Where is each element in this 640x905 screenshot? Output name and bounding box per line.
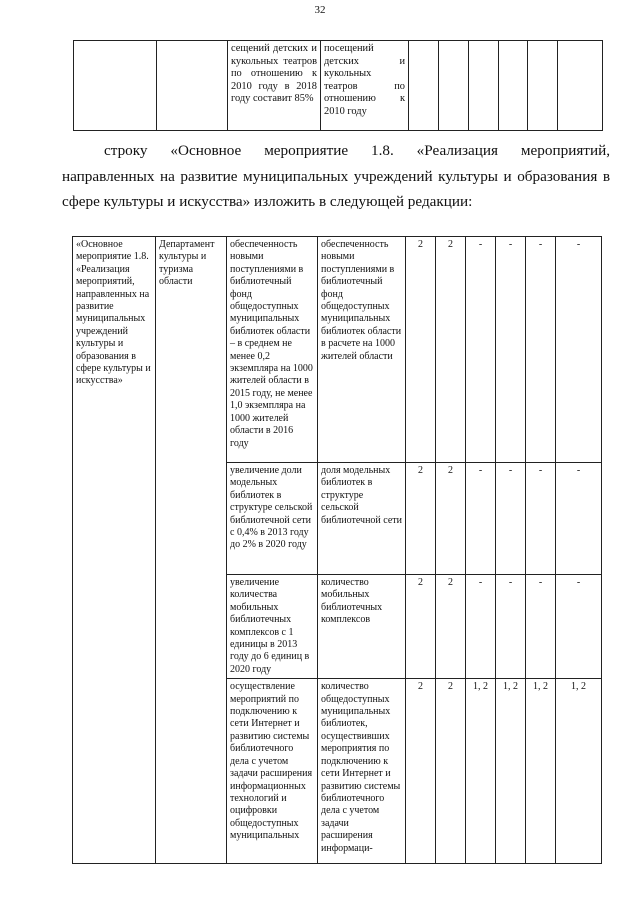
top-cell-empty [439,41,469,131]
indicator-cell: количество общедоступных муниципальных библиотек, осуществивших мероприятия по подключению к сети Интернет и развитию системы библиотечного дела с учетом задачи расширения информаци- [318,679,406,864]
result-cell: осуществление мероприятий по подключению к сети Интернет и развитию системы библиотечного дела с учетом задачи расширения информационных технологий и оцифровки общедоступных муниципальных [227,679,318,864]
top-indicator-cell: посещений детских и кукольных театров по отношению к 2010 году [321,41,409,131]
result-cell: обеспеченность новыми поступлениями в библиотечный фонд общедоступных муниципальных библиотек области – в среднем не менее 0,2 экземпляра на 1000 жителей области в 2015 году, не менее 1,0 экземпляра на 1000 жителей области в 2016 году [227,237,318,463]
value-cell: - [526,237,556,463]
result-cell: увеличение доли модельных библиотек в структуре сельской библиотечной сети с 0,4% в 2013 году до 2% в 2020 году [227,463,318,575]
value-cell: 2 [406,575,436,679]
top-cell-empty [499,41,528,131]
value-cell: 1, 2 [466,679,496,864]
value-cell: 2 [436,463,466,575]
top-cell-empty [469,41,499,131]
value-cell: - [496,237,526,463]
top-cell-empty [558,41,603,131]
value-cell: 2 [406,679,436,864]
value-cell: 1, 2 [556,679,602,864]
value-cell: 1, 2 [526,679,556,864]
value-cell: 2 [406,237,436,463]
value-cell: 1, 2 [496,679,526,864]
top-cell-empty [528,41,558,131]
value-cell: 2 [436,679,466,864]
top-table-fragment [73,40,603,131]
value-cell: - [556,575,602,679]
value-cell: - [496,575,526,679]
value-cell: - [526,575,556,679]
top-result-cell: сещений детских и кукольных театров по отношению к 2010 году в 2018 году составит 85% [228,41,321,131]
indicator-cell: доля модельных библиотек в структуре сельской библиотечной сети [318,463,406,575]
value-cell: - [466,463,496,575]
instruction-paragraph: строку «Основное мероприятие 1.8. «Реализация мероприятий, направленных на развитие муниципальных учреждений культуры и образования в сфере культуры и искусства» изложить в следующей редакции: [62,142,610,210]
main-table [72,236,602,864]
value-cell: 2 [436,575,466,679]
value-cell: - [466,237,496,463]
top-cell-empty [74,41,157,131]
value-cell: - [526,463,556,575]
result-cell: увеличение количества мобильных библиотечных комплексов с 1 единицы в 2013 году до 6 единиц в 2020 году [227,575,318,679]
page-number: 32 [314,4,326,16]
value-cell: - [466,575,496,679]
top-cell-empty [157,41,228,131]
activity-cell: «Основное мероприятие 1.8. «Реализация мероприятий, направленных на развитие муниципальных учреждений культуры и образования в сфере культуры и искусства» [73,237,156,864]
executor-cell: Департамент культуры и туризма области [156,237,227,864]
indicator-cell: обеспеченность новыми поступлениями в библиотечный фонд общедоступных муниципальных библиотек области в расчете на 1000 жителей области [318,237,406,463]
value-cell: 2 [436,237,466,463]
value-cell: - [556,237,602,463]
value-cell: - [496,463,526,575]
value-cell: - [556,463,602,575]
top-cell-empty [409,41,439,131]
indicator-cell: количество мобильных библиотечных комплексов [318,575,406,679]
value-cell: 2 [406,463,436,575]
